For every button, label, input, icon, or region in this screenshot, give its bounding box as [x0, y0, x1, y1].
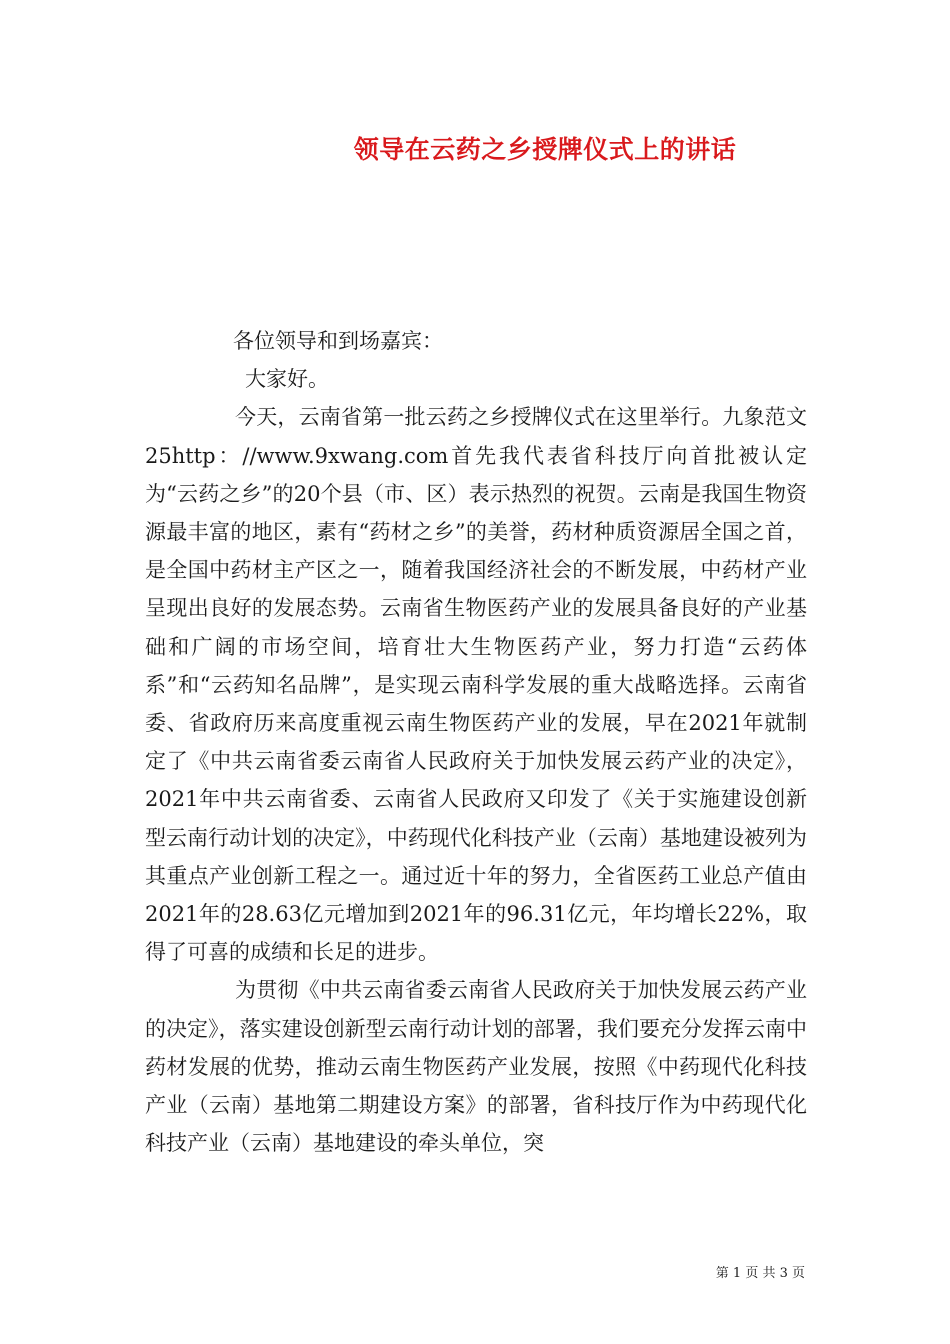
greeting: 大家好。 — [245, 367, 329, 392]
page-number: 第 1 页 共 3 页 — [715, 1266, 805, 1281]
paragraph-2: 为贯彻《中共云南省委云南省人民政府关于加快发展云药产业的决定》，落实建设创新型云南行动计划的部署，我们要充分发挥云南中药材发展的优势，推动云南生物医药产业发展，按照《中药现代化科技产业（云南）基地第二期建设方案》的部署，省科技厅作为中药现代化科技产业（云南）基地建设的牵头单位，突 — [145, 978, 807, 1156]
document-body — [145, 322, 807, 1162]
salutation: 各位领导和到场嘉宾： — [233, 329, 443, 353]
document-title: 领导在云药之乡授牌仪式上的讲话 — [353, 135, 737, 164]
paragraph-1: 今天，云南省第一批云药之乡授牌仪式在这里举行。九象范文25http：//www.9xwang.com首先我代表省科技厅向首批被认定为“云药之乡”的20个县（市、区）表示热烈的祝贺。云南是我国生物资源最丰富的地区，素有“药材之乡”的美誉，药材种质资源居全国之首，是全国中药材主产区之一，随着我国经济社会的不断发展，中药材产业呈现出良好的发展态势。云南省生物医药产业的发展具备良好的产业基础和广阔的市场空间，培育壮大生物医药产业，努力打造“云药体系”和“云药知名品牌”，是实现云南科学发展的重大战略选择。云南省委、省政府历来高度重视云南生物医药产业的发展，早在2021年就制定了《中共云南省委云南省人民政府关于加快发展云药产业的决定》，2021年中共云南省委、云南省人民政府又印发了《关于实施建设创新型云南行动计划的决定》，中药现代化科技产业（云南）基地建设被列为其重点产业创新工程之一。通过近十年的努力，全省医药工业总产值由2021年的28.63亿元增加到2021年的96.31亿元，年均增长22%，取得了可喜的成绩和长足的进步。 — [145, 405, 807, 965]
